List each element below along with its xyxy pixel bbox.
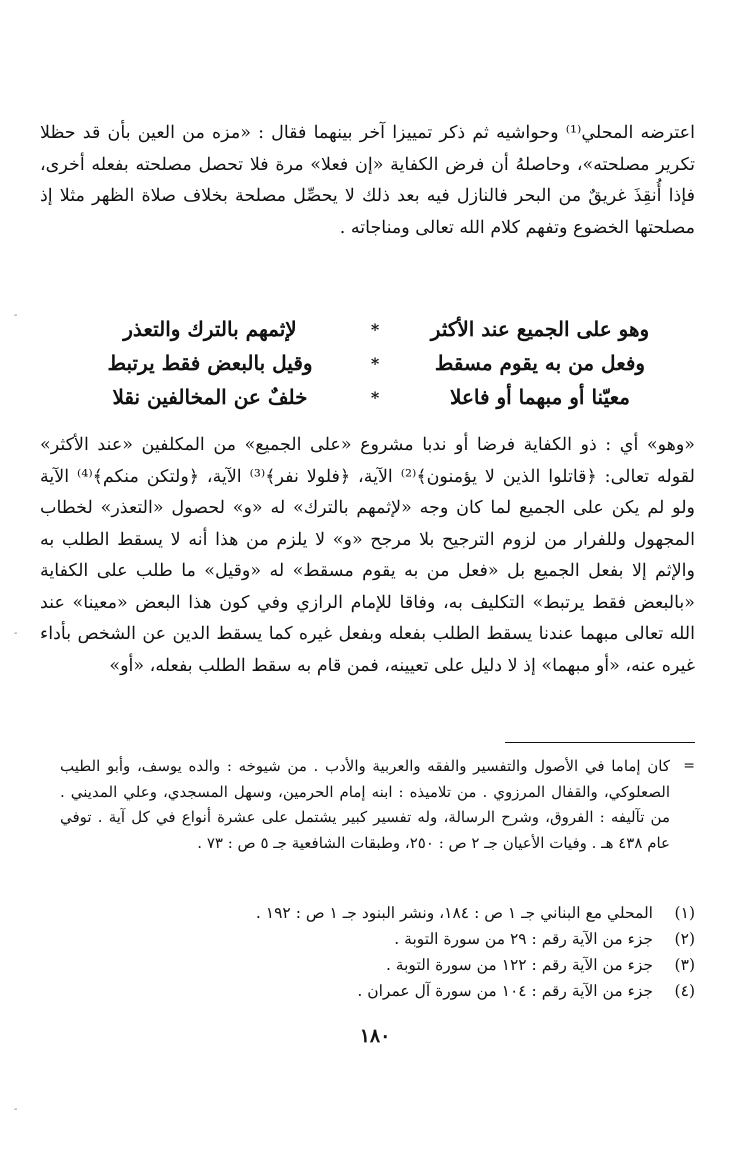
footnote-text: المحلي مع البناني جـ ١ ص : ١٨٤، ونشر البنود جـ ١ ص : ١٩٢ .: [255, 904, 653, 922]
footnote-item: [55, 978, 695, 1004]
page-number: ١٨٠: [359, 1025, 391, 1047]
footnote-text: جزء من الآية رقم : ١٢٢ من سورة التوبة .: [385, 956, 653, 974]
biographical-note: كان إماما في الأصول والتفسير والفقه والعربية والأدب . من شيوخه : والده يوسف، وأبو الطيب الصعلوكي، والقفال المرزوي . من تلاميذه : ابنه إمام الحرمين، وسهل المسجدي، وعلي المديني . من تآليفه : الفروق، وشرح الرسالة، وله تفسير كبير يشتمل على عشرة أنواع في كل آية . توفي عام ٤٣٨ هـ . وفيات الأعيان جـ ٢ ص : ٢٥٠، وطبقات الشافعية جـ ٥ ص : ٧٣ .: [60, 757, 670, 852]
margin-mark: -: [14, 310, 18, 321]
verse-first-hemistich: وفعل من به يقوم مسقط: [434, 351, 646, 375]
footnote-item: [55, 900, 695, 926]
continuation-mark: =: [683, 758, 695, 774]
verse-second-hemistich: وقيل بالبعض فقط يرتبط: [107, 351, 313, 375]
verse-block: [60, 312, 690, 414]
paragraph-commentary-2: «وهو» أي : ذو الكفاية فرضا أو ندبا مشروع «على الجميع» من المكلفين «عند الأكثر» لقوله تعالى: ﴿قاتلوا الذين لا يؤمنون﴾⁽²⁾ الآية، ﴿فلولا نفر﴾⁽³⁾ الآية، ﴿ولتكن منكم﴾⁽⁴⁾ الآية ولو لم يكن على الجميع لما كان وجه «لإثمهم بالترك» له «و» لحصول «التعذر» لخطاب المجهول وللفرار من لزوم الترجيح بلا مرجح «و» لا يلزم من هذا أنه لا يسقط الطلب به والإثم إلا بفعل الجميع بل «فعل من به يقوم مسقط» له «وقيل» ما طلب على الكفاية «بالبعض فقط يرتبط» التكليف به، وفاقا للإمام الرازي وفي كون هذا البعض «معينا» عند الله تعالى مبهما عندنا يسقط الطلب بفعله وبفعل غيره كما يسقط الدين عن الشخص بأداء غيره عنه، «أو مبهما» إذ لا دليل على تعيينه، فمن قام به سقط الطلب بفعله، «أو»: [40, 435, 695, 676]
margin-mark: -: [14, 1104, 18, 1115]
verse-second-hemistich: لإثمهم بالترك والتعذر: [123, 317, 297, 341]
footnote-list: [55, 900, 695, 1004]
verse-separator-star: *: [370, 387, 380, 407]
footnote-separator-rule: [505, 742, 695, 743]
paragraph-commentary-1: اعترضه المحلي⁽¹⁾ وحواشيه ثم ذكر تمييزا آخر بينهما فقال : «مزه من العين بأن قد حظلا تكرير مصلحته»، وحاصلهُ أن فرض الكفاية «إن فعلا» مرة فلا تحصل مصلحته بفعله أخرى، فإذا أُنقِذَ غريقٌ من البحر فالنازل فيه بعد ذلك لا يحصِّل مصلحة بخلاف صلاة الظهر مثلا إذ مصلحتها الخضوع وتفهم كلام الله تعالى ومناجاته .: [40, 123, 695, 238]
footnote-text: جزء من الآية رقم : ١٠٤ من سورة آل عمران .: [357, 982, 653, 1000]
verse-first-hemistich: وهو على الجميع عند الأكثر: [430, 317, 650, 341]
footnote-item: [55, 952, 695, 978]
verse-line: [60, 346, 690, 380]
verse-first-hemistich: معيّنا أو مبهما أو فاعلا: [450, 385, 630, 409]
verse-separator-star: *: [370, 319, 380, 339]
footnote-number: (٢): [674, 930, 695, 948]
footnote-text: جزء من الآية رقم : ٢٩ من سورة التوبة .: [394, 930, 653, 948]
verse-separator-star: *: [370, 353, 380, 373]
footnote-number: (١): [674, 904, 695, 922]
verse-line: [60, 312, 690, 346]
verse-second-hemistich: خلفٌ عن المخالفين نقلا: [112, 385, 308, 409]
footnote-number: (٤): [674, 982, 695, 1000]
footnote-item: [55, 926, 695, 952]
margin-mark: -: [14, 628, 18, 639]
verse-line: [60, 380, 690, 414]
footnote-number: (٣): [674, 956, 695, 974]
